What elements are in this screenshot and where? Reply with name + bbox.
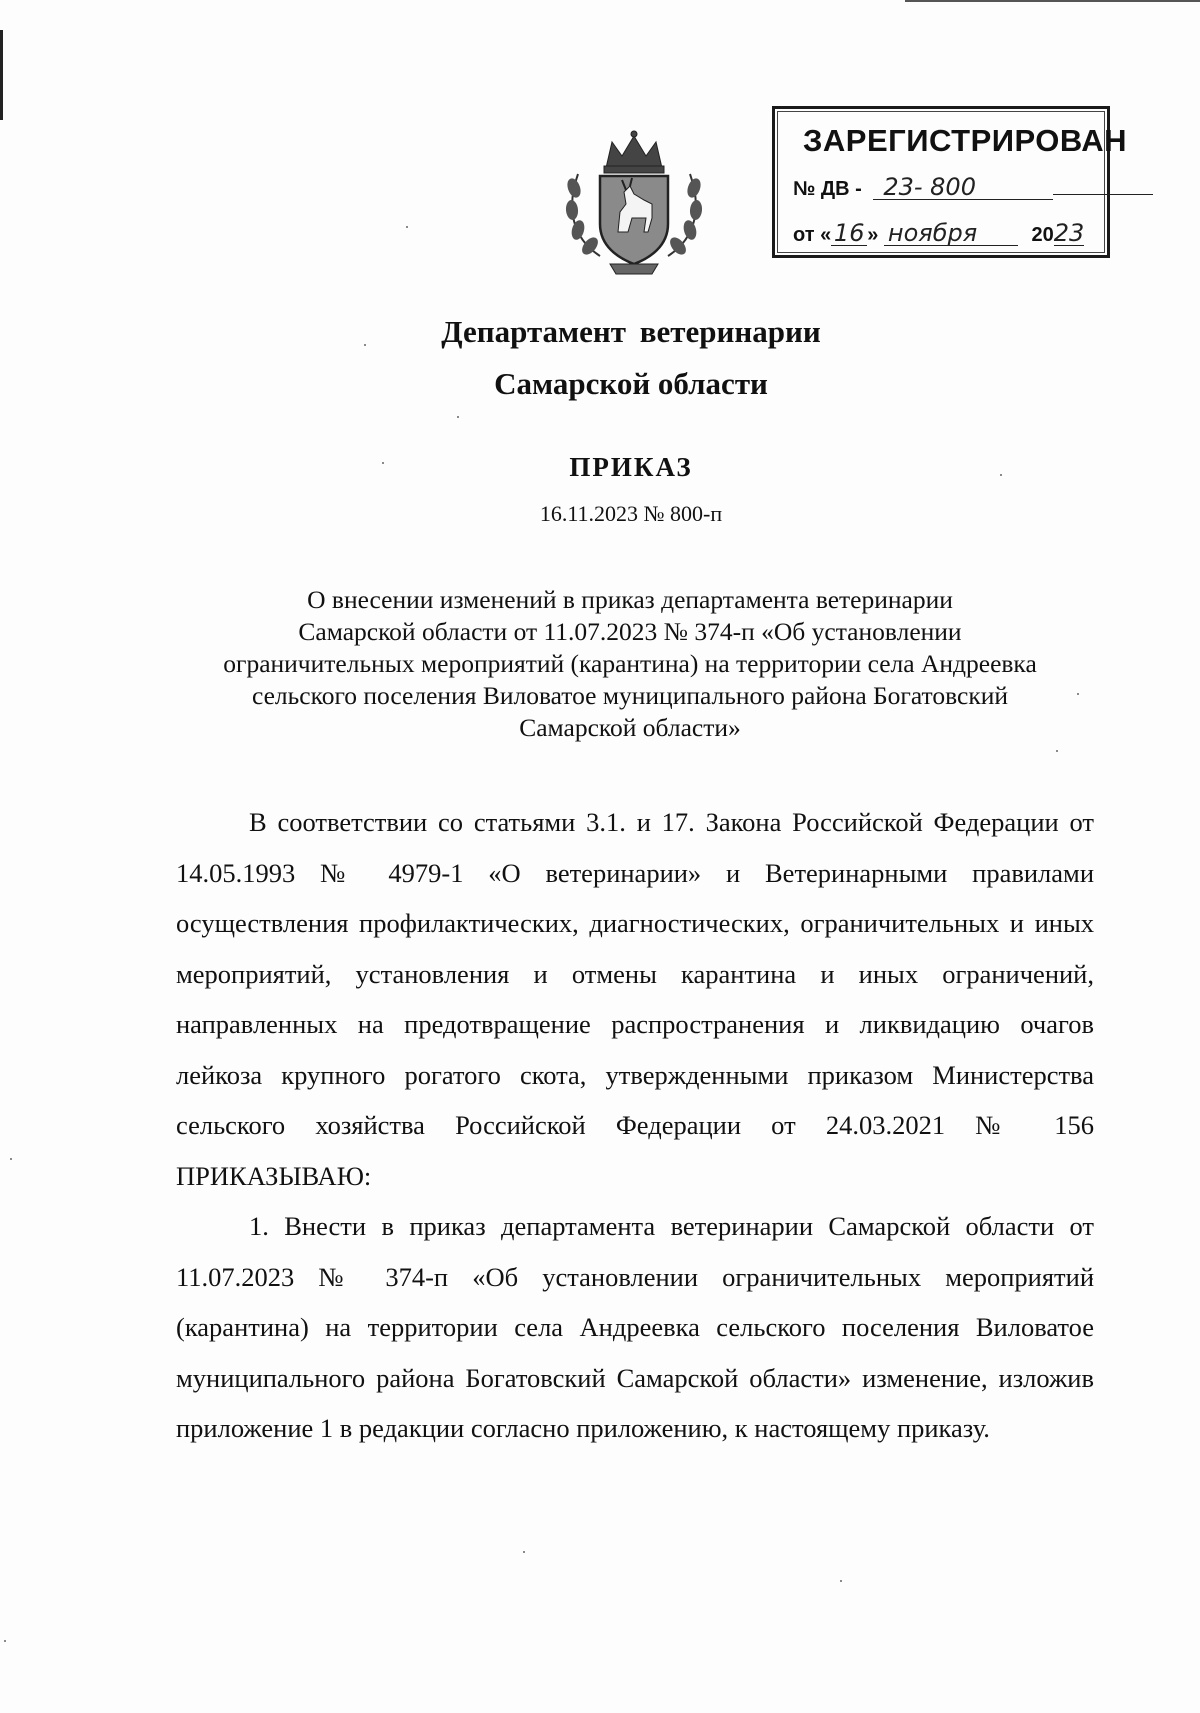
stamp-date-day: 16	[831, 221, 867, 246]
subject-line: О внесении изменений в приказ департамента ветеринарии	[307, 585, 953, 614]
scan-speck	[4, 1640, 6, 1642]
document-body	[176, 797, 1094, 1454]
samara-coat-of-arms-icon	[560, 128, 708, 276]
stamp-date-year-prefix: 20	[1031, 224, 1054, 246]
department-name-line1: Департамент ветеринарии	[441, 314, 821, 349]
subject-line: ограничительных мероприятий (карантина) на территории села Андреевка	[223, 649, 1037, 678]
scan-speck	[406, 226, 408, 228]
document-type-title: ПРИКАЗ	[569, 452, 693, 482]
stamp-date-mid: »	[867, 224, 879, 246]
document-subject	[170, 584, 1090, 744]
scan-speck	[840, 1580, 842, 1582]
scan-edge-artifact	[0, 30, 3, 120]
registration-stamp	[772, 106, 1128, 258]
body-paragraph-preamble: В соответствии со статьями 3.1. и 17. Закона Российской Федерации от 14.05.1993 № 4979-1 «О ветеринарии» и Ветеринарными правилами осуществления профилактических, диагностических, ограничительных и иных мероприятий, установления и отмены карантина и иных ограничений, направленных на предотвращение распространения и ликвидацию очагов лейкоза крупного рогатого скота, утвержденными приказом Министерства сельского хозяйства Российской Федерации от 24.03.2021 № 156 ПРИКАЗЫВАЮ:	[176, 807, 1094, 1191]
subject-line: Самарской области»	[519, 713, 741, 742]
scan-speck	[457, 416, 459, 418]
stamp-number-underline	[1053, 194, 1153, 195]
stamp-date-month: ноября	[884, 221, 1018, 246]
scan-edge-artifact	[905, 0, 1200, 2]
subject-line: Самарской области от 11.07.2023 № 374-п «Об установлении	[298, 617, 962, 646]
department-name-line2: Самарской области	[494, 366, 768, 401]
body-paragraph-item-1: 1. Внести в приказ департамента ветеринарии Самарской области от 11.07.2023 № 374-п «Об установлении ограничительных мероприятий (карантина) на территории села Андреевка сельского поселения Виловатое муниципального района Богатовский Самарской области» изменение, изложив приложение 1 в редакции согласно приложению, к настоящему приказу.	[176, 1211, 1094, 1443]
stamp-date-row	[793, 221, 1084, 247]
stamp-date-prefix: от «	[793, 224, 832, 246]
stamp-number-value: 23- 800	[873, 175, 1053, 200]
stamp-number-prefix: № ДВ -	[793, 178, 862, 200]
stamp-date-year: 23	[1053, 219, 1085, 247]
scan-speck	[523, 1551, 525, 1553]
stamp-number-row	[793, 175, 1153, 201]
scan-speck	[10, 1158, 12, 1160]
document-date-number: 16.11.2023 № 800-п	[539, 501, 723, 526]
subject-line: сельского поселения Виловатое муниципального района Богатовский	[251, 681, 1008, 710]
stamp-title: ЗАРЕГИСТРИРОВАН	[803, 123, 1128, 158]
scan-speck	[1056, 750, 1058, 752]
